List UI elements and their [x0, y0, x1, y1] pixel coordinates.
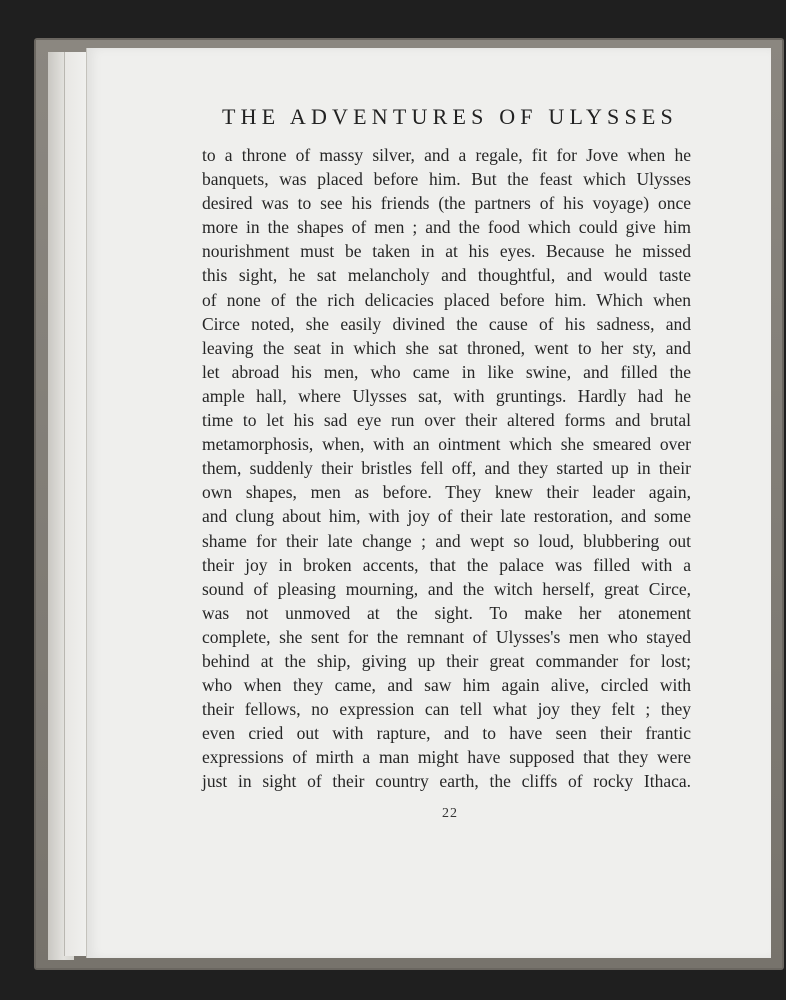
- text-line: own shapes, men as before. They knew their leader again,: [202, 482, 691, 503]
- text-line: behind at the ship, giving up their great commander for lost;: [202, 650, 691, 671]
- text-line: of none of the rich delicacies placed before him. Which when: [202, 289, 691, 310]
- text-line: even cried out with rapture, and to have seen their frantic: [202, 723, 691, 744]
- text-line: just in sight of their country earth, the cliffs of rocky Ithaca.: [202, 771, 691, 792]
- text-line: ample hall, where Ulysses sat, with gruntings. Hardly had he: [202, 385, 691, 406]
- page-number: 22: [442, 806, 458, 821]
- text-line: desired was to see his friends (the partners of his voyage) once: [202, 193, 691, 214]
- text-line: sound of pleasing mourning, and the witch herself, great Circe,: [202, 578, 691, 599]
- text-line: their joy in broken accents, that the palace was filled with a: [202, 554, 691, 575]
- text-line: them, suddenly their bristles fell off, and they started up in their: [202, 458, 691, 479]
- text-line: expressions of mirth a man might have supposed that they were: [202, 747, 691, 768]
- text-line: metamorphosis, when, with an ointment which she smeared over: [202, 434, 691, 455]
- text-line: let abroad his men, who came in like swine, and filled the: [202, 361, 691, 382]
- text-line: to a throne of massy silver, and a regale, fit for Jove when he: [202, 145, 691, 165]
- text-line: their fellows, no expression can tell what joy they felt ; they: [202, 699, 691, 720]
- text-line: was not unmoved at the sight. To make her atonement: [202, 602, 691, 623]
- body-text: [202, 143, 691, 794]
- text-line: this sight, he sat melancholy and thoughtful, and would taste: [202, 265, 691, 286]
- text-line: who when they came, and saw him again alive, circled with: [202, 675, 691, 696]
- text-line: Circe noted, she easily divined the cause of his sadness, and: [202, 313, 691, 334]
- text-line: banquets, was placed before him. But the feast which Ulysses: [202, 169, 691, 190]
- text-line: complete, she sent for the remnant of Ulysses's men who stayed: [202, 626, 691, 647]
- text-line: nourishment must be taken in at his eyes. Because he missed: [202, 241, 691, 262]
- text-line: leaving the seat in which she sat throned, went to her sty, and: [202, 337, 691, 358]
- text-line: more in the shapes of men ; and the food which could give him: [202, 217, 691, 238]
- running-head: THE ADVENTURES OF ULYSSES: [222, 104, 678, 129]
- text-line: shame for their late change ; and wept so loud, blubbering out: [202, 530, 691, 551]
- text-line: and clung about him, with joy of their late restoration, and some: [202, 506, 691, 527]
- text-line: time to let his sad eye run over their altered forms and brutal: [202, 410, 691, 431]
